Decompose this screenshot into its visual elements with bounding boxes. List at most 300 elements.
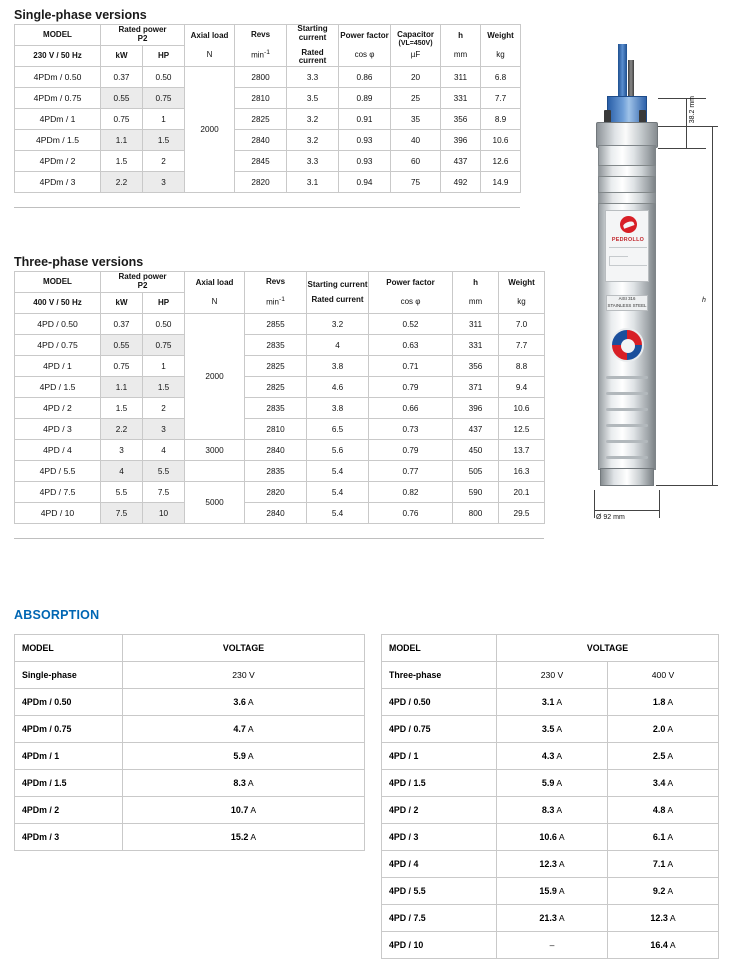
absorption-three-phase-table-wrap (381, 634, 718, 959)
th-rated-power (101, 272, 185, 293)
casing-slot-5 (606, 440, 648, 443)
table-row (15, 172, 521, 193)
cell-current-unit: A (250, 805, 257, 815)
cell-cap: 35 (391, 109, 441, 130)
cell-start: 3.8 (307, 356, 369, 377)
table-row (382, 689, 719, 716)
cell-axial-load: 3000 (185, 440, 245, 461)
casing-band-top (598, 165, 656, 177)
cell-kw: 5.5 (101, 482, 143, 503)
cell-current-400-value: 6.1 (652, 832, 666, 842)
cell-model: 4PDm / 1 (15, 109, 101, 130)
cell-start: 5.4 (307, 461, 369, 482)
cell-kw: 0.55 (101, 335, 143, 356)
cell-h: 331 (441, 88, 481, 109)
th-capacitor-unit: µF (410, 50, 421, 60)
three-phase-title: Three-phase versions (14, 255, 144, 269)
single-phase-table (14, 24, 521, 193)
cell-h: 505 (453, 461, 499, 482)
cell-revs: 2845 (235, 151, 287, 172)
cell-current (123, 743, 365, 770)
cell-kw: 1.1 (101, 130, 143, 151)
cell-pf: 0.77 (369, 461, 453, 482)
cell-kw: 0.37 (101, 67, 143, 88)
th-capacitor-sub: (VL=450V) (398, 39, 433, 47)
cell-hp: 1.5 (143, 377, 185, 398)
cell-current-value: 3.6 (233, 697, 246, 707)
cell-kw: 4 (101, 461, 143, 482)
th-revs (245, 272, 307, 314)
cell-model: 4PDm / 0.75 (15, 716, 123, 743)
cell-h: 356 (453, 356, 499, 377)
th-rated-power-label: Rated power (118, 25, 167, 35)
cell-current-230-unit: A (558, 859, 565, 869)
th-axial-load-label: Axial load (195, 277, 234, 287)
th-voltage: VOLTAGE (497, 635, 719, 662)
cell-current-400 (608, 797, 719, 824)
cell-model: 4PD / 7.5 (382, 905, 497, 932)
table-header-row (15, 272, 545, 293)
table-row (382, 932, 719, 959)
cell-current-unit: A (247, 778, 254, 788)
cell-current-230-unit: A (558, 913, 565, 923)
cell-weight: 12.5 (499, 419, 545, 440)
cell-model: 4PDm / 0.50 (15, 67, 101, 88)
cell-model: 4PDm / 0.50 (15, 689, 123, 716)
th-starting-current (287, 25, 339, 67)
cell-model: 4PDm / 1 (15, 743, 123, 770)
cell-current-400-value: 4.8 (652, 805, 666, 815)
th-weight (481, 25, 521, 67)
dim-line-h (712, 126, 713, 485)
cell-model: 4PDm / 3 (15, 824, 123, 851)
cell-revs: 2835 (245, 398, 307, 419)
table-row (15, 503, 545, 524)
dim-leader-h-top (658, 126, 718, 127)
cell-kw: 2.2 (101, 419, 143, 440)
th-h (453, 272, 499, 314)
cell-model: 4PD / 2 (382, 797, 497, 824)
cell-weight: 12.6 (481, 151, 521, 172)
th-weight-label: Weight (508, 277, 535, 287)
cell-current-400-value: 2.0 (652, 724, 666, 734)
cell-pf: 0.71 (369, 356, 453, 377)
cell-model: 4PD / 7.5 (15, 482, 101, 503)
cell-kw: 2.2 (101, 172, 143, 193)
cell-start: 3.2 (307, 314, 369, 335)
cell-h: 396 (453, 398, 499, 419)
cell-start: 3.5 (287, 88, 339, 109)
cell-weight: 29.5 (499, 503, 545, 524)
pedrollo-logo-icon (620, 216, 637, 233)
dim-leader-top-1 (658, 98, 706, 99)
cell-pf: 0.76 (369, 503, 453, 524)
dim-leader-h-bottom (656, 485, 718, 486)
cell-pf: 0.63 (369, 335, 453, 356)
cell-hp: 1 (143, 356, 185, 377)
th-capacitor-label: Capacitor (397, 30, 434, 40)
th-kw: kW (101, 293, 143, 314)
cell-cap: 25 (391, 88, 441, 109)
th-revs-label: Revs (265, 276, 286, 286)
cell-model: 4PDm / 3 (15, 172, 101, 193)
th-power-factor (339, 25, 391, 67)
cell-revs: 2835 (245, 461, 307, 482)
table-row (382, 905, 719, 932)
table-row (15, 130, 521, 151)
cell-current-400-unit: A (667, 724, 674, 734)
cell-start: 6.5 (307, 419, 369, 440)
table-row (382, 851, 719, 878)
cell-model: 4PD / 0.50 (15, 314, 101, 335)
cell-current-230 (497, 878, 608, 905)
cell-cap: 75 (391, 172, 441, 193)
th-power-factor-label: Power factor (386, 277, 435, 287)
cell-pf: 0.73 (369, 419, 453, 440)
table-row (382, 743, 719, 770)
th-voltage-value: 230 V (123, 662, 365, 689)
absorption-single-phase-table (14, 634, 365, 851)
cell-current-230-value: 8.3 (541, 805, 555, 815)
table-header-row (15, 635, 365, 662)
table-row (382, 716, 719, 743)
cell-current-230-value: 12.3 (539, 859, 557, 869)
dim-line-top (686, 98, 687, 148)
cell-h: 311 (453, 314, 499, 335)
th-power-factor-unit: cos φ (354, 49, 375, 59)
cell-model: 4PDm / 0.75 (15, 88, 101, 109)
cell-current-400 (608, 878, 719, 905)
cell-current-230 (497, 851, 608, 878)
cell-axial-load: 5000 (185, 482, 245, 524)
cell-current-230-value: 15.9 (539, 886, 557, 896)
cell-h: 371 (453, 377, 499, 398)
single-phase-section (14, 8, 520, 208)
cell-current-400-value: 1.8 (652, 697, 666, 707)
cell-revs: 2825 (245, 377, 307, 398)
cell-current-230-unit: A (558, 886, 565, 896)
cell-h: 800 (453, 503, 499, 524)
pump-illustration (560, 40, 725, 560)
th-voltage: 400 V / 50 Hz (15, 293, 101, 314)
cell-revs: 2840 (245, 440, 307, 461)
table-row (15, 67, 521, 88)
cell-current-400 (608, 770, 719, 797)
cell-h: 331 (453, 335, 499, 356)
th-starting-current-sub: Rated current (298, 47, 327, 66)
table-row (15, 88, 521, 109)
cell-current-230 (497, 797, 608, 824)
th-h (441, 25, 481, 67)
three-phase-table (14, 271, 545, 524)
th-power-factor-label: Power factor (340, 30, 389, 40)
cell-pf: 0.66 (369, 398, 453, 419)
cell-revs: 2840 (245, 503, 307, 524)
cell-h: 437 (441, 151, 481, 172)
th-axial-load-unit: N (206, 49, 213, 59)
cell-model: 4PD / 10 (382, 932, 497, 959)
cell-hp: 2 (143, 151, 185, 172)
cell-kw: 1.5 (101, 151, 143, 172)
cell-current-unit: A (247, 724, 254, 734)
th-h-label: h (458, 30, 463, 40)
table-row (15, 689, 365, 716)
cell-weight: 9.4 (499, 377, 545, 398)
cell-kw: 0.75 (101, 109, 143, 130)
cell-weight: 10.6 (499, 398, 545, 419)
table-row (382, 770, 719, 797)
cell-current-400 (608, 743, 719, 770)
table-row (15, 335, 545, 356)
cell-hp: 0.50 (143, 314, 185, 335)
cell-current-230 (497, 743, 608, 770)
cell-revs: 2840 (235, 130, 287, 151)
th-voltage-230: 230 V (497, 662, 608, 689)
table-row (15, 151, 521, 172)
cell-hp: 5.5 (143, 461, 185, 482)
cell-current-value: 15.2 (230, 832, 249, 842)
th-revs-unit: $\min^{-1}$ (266, 296, 285, 307)
dim-ext-right (659, 490, 660, 518)
cell-h: 356 (441, 109, 481, 130)
th-revs-unit: $\min^{-1}$ (251, 49, 270, 60)
cell-start: 4.6 (307, 377, 369, 398)
cell-start: 3.3 (287, 151, 339, 172)
cell-current-400-unit: A (669, 940, 676, 950)
th-rated-power-sub: P2 (137, 34, 148, 43)
table-row (15, 743, 365, 770)
power-cable-icon (618, 44, 627, 100)
plate-lines-decor (609, 247, 647, 274)
cell-pf: 0.94 (339, 172, 391, 193)
cell-current-400 (608, 851, 719, 878)
cell-model: 4PD / 4 (15, 440, 101, 461)
cell-current-400-value: 9.2 (652, 886, 666, 896)
cell-hp: 1 (143, 109, 185, 130)
cell-current-400-value: 3.4 (652, 778, 666, 788)
three-phase-section (14, 255, 544, 539)
table-row (15, 419, 545, 440)
cell-current-230-value: 5.9 (541, 778, 555, 788)
th-model: MODEL (382, 635, 497, 662)
cell-current-unit: A (247, 751, 254, 761)
cell-start: 5.4 (307, 503, 369, 524)
cell-current-400-unit: A (667, 751, 674, 761)
cell-model: 4PD / 1.5 (15, 377, 101, 398)
th-rated-power-sub: P2 (137, 281, 148, 290)
cell-current-400-unit: A (667, 805, 674, 815)
cell-weight: 16.3 (499, 461, 545, 482)
cell-pf: 0.82 (369, 482, 453, 503)
cell-current-unit: A (247, 697, 254, 707)
cell-hp: 7.5 (143, 482, 185, 503)
cell-current-400-value: 7.1 (652, 859, 666, 869)
cell-current-230 (497, 770, 608, 797)
th-phase: Single-phase (15, 662, 123, 689)
cell-model: 4PDm / 1.5 (15, 130, 101, 151)
cell-model: 4PD / 1 (15, 356, 101, 377)
th-weight (499, 272, 545, 314)
absorption-three-phase-table (381, 634, 719, 959)
cell-weight: 8.8 (499, 356, 545, 377)
table-header-row (382, 635, 719, 662)
cell-current-400-unit: A (667, 886, 674, 896)
th-hp: HP (143, 293, 185, 314)
cell-current-value: 10.7 (230, 805, 249, 815)
cell-current (123, 797, 365, 824)
table-row (15, 377, 545, 398)
table-row (382, 824, 719, 851)
th-revs-label: Revs (250, 29, 271, 39)
cell-start: 3.3 (287, 67, 339, 88)
cell-current-230-unit: A (556, 697, 563, 707)
cell-revs: 2825 (235, 109, 287, 130)
th-h-label: h (473, 277, 478, 287)
table-row (382, 797, 719, 824)
cell-current (123, 716, 365, 743)
cell-current-230-unit: A (556, 724, 563, 734)
cell-h: 492 (441, 172, 481, 193)
cell-pf: 0.89 (339, 88, 391, 109)
cell-weight: 13.7 (499, 440, 545, 461)
cell-hp: 0.75 (143, 88, 185, 109)
cell-model: 4PD / 5.5 (382, 878, 497, 905)
dim-line-diameter (594, 510, 660, 511)
casing-slot-4 (606, 424, 648, 427)
cell-model: 4PD / 3 (382, 824, 497, 851)
cell-model: 4PD / 4 (382, 851, 497, 878)
casing-band-second (598, 192, 656, 204)
th-kw: kW (101, 46, 143, 67)
cell-hp: 0.75 (143, 335, 185, 356)
absorption-single-phase-table-wrap (14, 634, 364, 851)
table-subheader-row (15, 662, 365, 689)
cell-current-400-value: 12.3 (650, 913, 668, 923)
th-starting-current-label: Starting current (307, 279, 368, 289)
cell-hp: 0.50 (143, 67, 185, 88)
casing-slot-6 (606, 456, 648, 459)
dim-ext-left (594, 490, 595, 518)
cell-kw: 3 (101, 440, 143, 461)
cell-pf: 0.93 (339, 151, 391, 172)
table-row (15, 482, 545, 503)
table-row (15, 440, 545, 461)
table-row (15, 398, 545, 419)
cell-hp: 3 (143, 419, 185, 440)
th-starting-current (307, 272, 369, 314)
cell-pf: 0.52 (369, 314, 453, 335)
cell-current-230 (497, 905, 608, 932)
cell-model: 4PD / 1 (382, 743, 497, 770)
cell-current-400 (608, 689, 719, 716)
pump-base (600, 468, 654, 486)
cell-revs: 2800 (235, 67, 287, 88)
cell-weight: 6.8 (481, 67, 521, 88)
th-starting-current-sub: Rated current (311, 294, 364, 304)
cell-current-230 (497, 689, 608, 716)
cell-h: 437 (453, 419, 499, 440)
cell-revs: 2835 (245, 335, 307, 356)
cell-current-230-value: – (549, 940, 555, 950)
casing-slot-3 (606, 408, 648, 411)
cell-model: 4PD / 5.5 (15, 461, 101, 482)
th-axial-load (185, 272, 245, 314)
cell-hp: 3 (143, 172, 185, 193)
dim-diameter-label: Ø 92 mm (596, 514, 625, 521)
cell-kw: 0.37 (101, 314, 143, 335)
th-h-unit: mm (453, 49, 468, 59)
dim-top-label: 38.2 mm (689, 96, 696, 124)
cell-hp: 10 (143, 503, 185, 524)
cell-h: 450 (453, 440, 499, 461)
cell-current-230-unit: A (556, 805, 563, 815)
cell-current-230-value: 21.3 (539, 913, 557, 923)
cell-current-400-unit: A (669, 913, 676, 923)
cell-revs: 2825 (245, 356, 307, 377)
th-rated-power (101, 25, 185, 46)
cell-revs: 2820 (245, 482, 307, 503)
th-power-factor (369, 272, 453, 314)
cell-current-230 (497, 932, 608, 959)
th-axial-load-label: Axial load (190, 30, 229, 40)
cell-pf: 0.79 (369, 377, 453, 398)
cell-current-230-value: 3.5 (541, 724, 555, 734)
th-starting-current-label: Starting current (297, 24, 328, 42)
cell-pf: 0.79 (369, 440, 453, 461)
cell-kw: 0.55 (101, 88, 143, 109)
cell-model: 4PDm / 2 (15, 797, 123, 824)
th-axial-load (185, 25, 235, 67)
th-model: MODEL (15, 635, 123, 662)
cell-start: 3.2 (287, 109, 339, 130)
cell-start: 5.4 (307, 482, 369, 503)
cell-current (123, 824, 365, 851)
table-row (15, 824, 365, 851)
cell-cap: 60 (391, 151, 441, 172)
cell-revs: 2810 (235, 88, 287, 109)
cell-start: 4 (307, 335, 369, 356)
cell-hp: 2 (143, 398, 185, 419)
dim-leader-top-2 (658, 148, 706, 149)
cell-weight: 7.0 (499, 314, 545, 335)
cell-h: 311 (441, 67, 481, 88)
th-axial-load-unit: N (211, 296, 218, 306)
cell-current-400 (608, 905, 719, 932)
cell-current-230 (497, 824, 608, 851)
table-row (15, 356, 545, 377)
cell-current-230-unit: A (556, 751, 563, 761)
cell-hp: 1.5 (143, 130, 185, 151)
th-voltage: VOLTAGE (123, 635, 365, 662)
th-weight-label: Weight (487, 30, 514, 40)
cell-start: 3.8 (307, 398, 369, 419)
cell-weight: 10.6 (481, 130, 521, 151)
cell-current (123, 770, 365, 797)
cell-revs: 2855 (245, 314, 307, 335)
cell-current-400 (608, 932, 719, 959)
cell-current-230-value: 3.1 (541, 697, 555, 707)
cell-model: 4PD / 0.75 (382, 716, 497, 743)
cell-current-230-unit: A (556, 778, 563, 788)
cell-revs: 2810 (245, 419, 307, 440)
cell-axial-load: 2000 (185, 314, 245, 440)
cell-current-230-value: 4.3 (541, 751, 555, 761)
th-weight-unit: kg (517, 296, 526, 306)
th-voltage: 230 V / 50 Hz (15, 46, 101, 67)
cell-start: 3.1 (287, 172, 339, 193)
cell-model: 4PD / 10 (15, 503, 101, 524)
cell-current-value: 5.9 (233, 751, 246, 761)
